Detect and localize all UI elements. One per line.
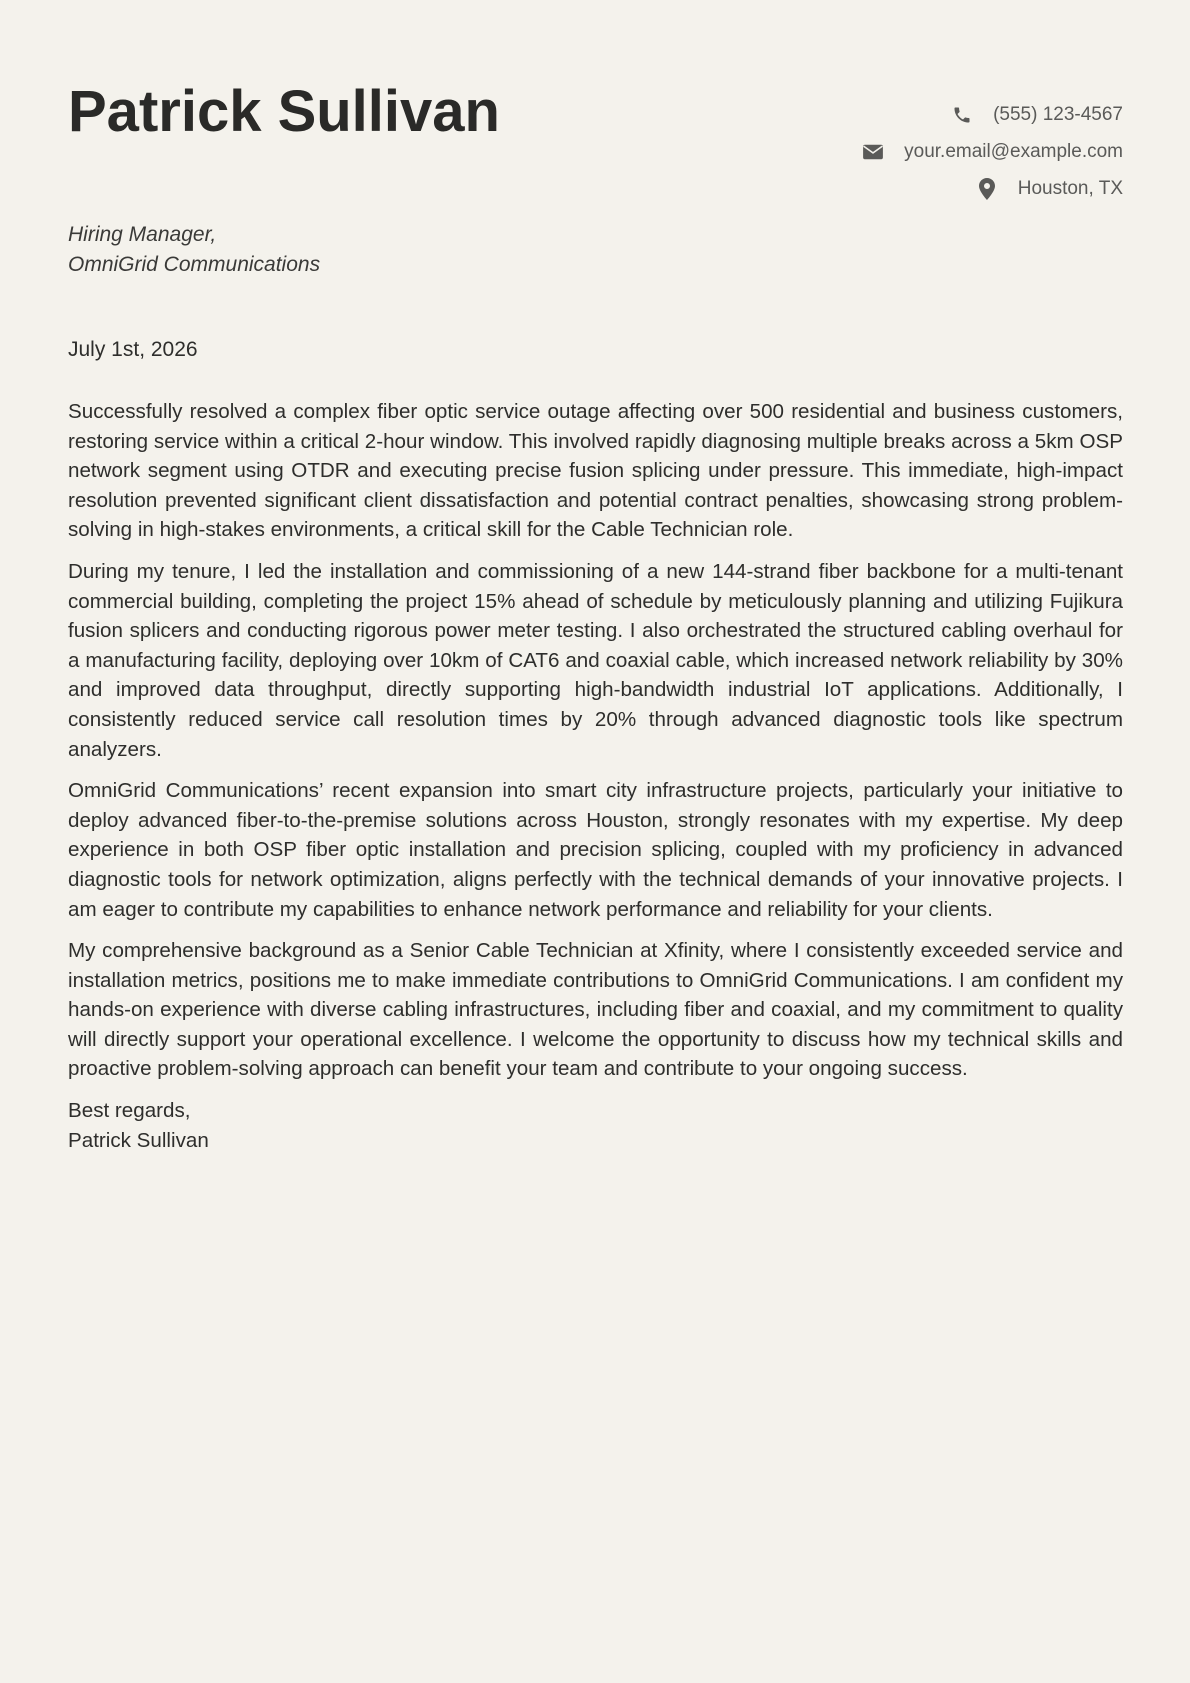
body-paragraph: Successfully resolved a complex fiber optic service outage affecting over 500 residential and business customers, restoring service within a critical 2-hour window. This involved rapidly diagnosing multiple breaks across a 5km OSP network segment using OTDR and executing precise fusion splicing under pressure. This immediate, high-impact resolution prevented significant client dissatisfaction and potential contract penalties, showcasing strong problem-solving in high-stakes environments, a critical skill for the Cable Technician role. <box>68 400 1123 542</box>
letter-body <box>68 397 1123 1155</box>
closing-salutation: Best regards, <box>68 1099 191 1123</box>
location-text: Houston, TX <box>1017 177 1123 199</box>
envelope-icon <box>862 141 884 163</box>
letter-closing <box>68 1096 1123 1155</box>
applicant-name: Patrick Sullivan <box>68 79 500 144</box>
map-marker-icon <box>976 178 998 200</box>
letter-date: July 1st, 2026 <box>68 338 198 361</box>
recipient-company: OmniGrid Communications <box>68 253 321 276</box>
contact-info <box>862 96 1123 207</box>
contact-location <box>862 170 1123 207</box>
body-paragraph: OmniGrid Communications’ recent expansion into smart city infrastructure projects, particularly your initiative to deploy advanced fiber-to-the-premise solutions across Houston, strongly resonates with my expertise. My deep experience in both OSP fiber optic installation and precision splicing, coupled with my proficiency in advanced diagnostic tools for network optimization, aligns perfectly with the technical demands of your innovative projects. I am eager to contribute my capabilities to enhance network performance and reliability for your clients. <box>68 779 1123 921</box>
closing-signature: Patrick Sullivan <box>68 1128 209 1152</box>
phone-icon <box>951 104 973 126</box>
body-paragraph: During my tenure, I led the installation and commissioning of a new 144-strand fiber backbone for a multi-tenant commercial building, completing the project 15% ahead of schedule by meticulously planning and utilizing Fujikura fusion splicers and conducting rigorous power meter testing. I also orchestrated the structured cabling overhaul for a manufacturing facility, deploying over 10km of CAT6 and coaxial cable, which increased network reliability by 30% and improved data throughput, directly supporting high-bandwidth industrial IoT applications. Additionally, I consistently reduced service call resolution times by 20% through advanced diagnostic tools like spectrum analyzers. <box>68 559 1123 761</box>
contact-email <box>862 133 1123 170</box>
email-address: your.email@example.com <box>904 140 1123 162</box>
phone-number: (555) 123-4567 <box>993 103 1123 125</box>
recipient-title: Hiring Manager, <box>68 223 217 246</box>
contact-phone <box>862 96 1123 133</box>
recipient-block <box>68 220 320 280</box>
body-paragraph: My comprehensive background as a Senior Cable Technician at Xfinity, where I consistently exceeded service and installation metrics, positions me to make immediate contributions to OmniGrid Communications. I am confident my hands-on experience with diverse cabling infrastructures, including fiber and coaxial, and my commitment to quality will directly support your operational excellence. I welcome the opportunity to discuss how my technical skills and proactive problem-solving approach can benefit your team and contribute to your ongoing success. <box>68 939 1123 1081</box>
